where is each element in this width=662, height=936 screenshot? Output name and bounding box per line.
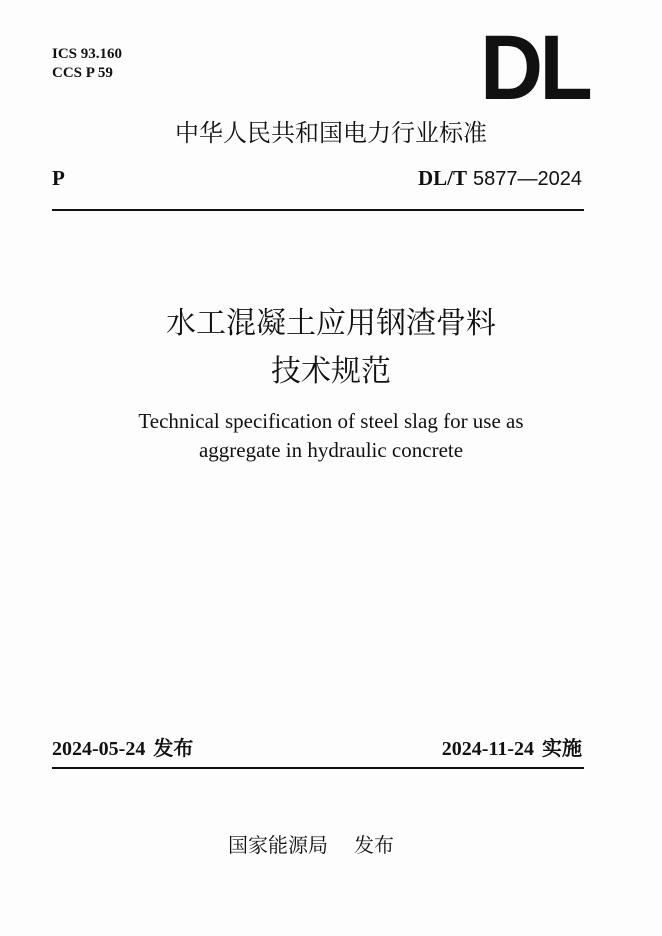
classification-codes: [52, 45, 122, 83]
ccs-code: CCS P 59: [52, 65, 113, 81]
implement-date: 2024-11-24: [441, 738, 534, 760]
ics-code: ICS 93.160: [52, 46, 123, 62]
title-english-line-1: Technical specification of steel slag for use as: [138, 409, 524, 433]
bottom-divider: [52, 767, 584, 769]
publish-date-block: [52, 732, 193, 761]
class-letter: P: [52, 166, 65, 190]
issuer-name: 国家能源局: [228, 833, 328, 857]
title-chinese-line-2: 技术规范: [271, 354, 391, 389]
implement-label: 实施: [542, 736, 582, 760]
standard-category: 中华人民共和国电力行业标准: [175, 119, 487, 147]
title-english-line-2: aggregate in hydraulic concrete: [198, 438, 464, 462]
issuer-action: 发布: [354, 833, 394, 857]
standard-code-number: 5877—2024: [473, 168, 582, 190]
dl-logo: DL: [480, 17, 589, 119]
issuer-line: [228, 829, 394, 858]
title-chinese-line-1: 水工混凝土应用钢渣骨料: [166, 306, 496, 341]
implement-date-block: [442, 732, 582, 761]
publish-date: 2024-05-24: [52, 738, 146, 760]
publish-label: 发布: [153, 736, 194, 760]
standard-code-prefix: DL/T: [418, 166, 468, 190]
top-divider: [52, 209, 584, 211]
standard-number: [418, 166, 582, 191]
